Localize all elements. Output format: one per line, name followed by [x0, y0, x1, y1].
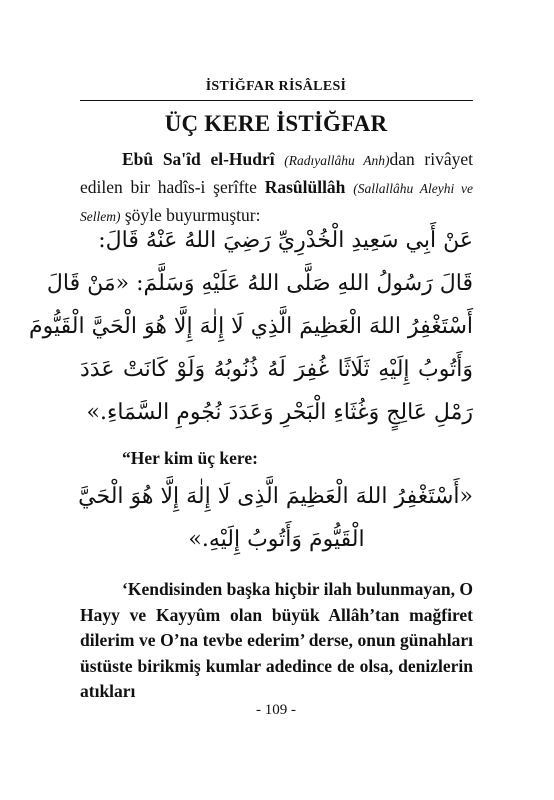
arabic-hadith-line-2: قَالَ رَسُولُ اللهِ صَلَّى اللهُ عَلَيْهِ وَسَلَّمَ: «مَنْ قَالَ	[46, 271, 473, 296]
arabic-istighfar-line-1: «أَسْتَغْفِرُ اللهَ الْعَظِيمَ الَّذِى لَا إِلٰهَ إِلَّا هُوَ الْحَيَّ	[78, 484, 473, 509]
arabic-hadith-line-3: أَسْتَغْفِرُ اللهَ الْعَظِيمَ الَّذِي لَا إِلٰهَ إِلَّا هُوَ الْحَيَّ الْقَيُّومَ	[29, 314, 473, 339]
translation-paragraph	[80, 577, 473, 705]
section-title: ÜÇ KERE İSTİĞFAR	[164, 111, 388, 136]
page-number: - 109 -	[256, 702, 296, 718]
intro-text-1: dan rivâyet edilen bir hadîs-i şerîfte	[80, 149, 474, 197]
arabic-hadith-line-1: عَنْ أَبِي سَعِيدِ الْخُدْرِيِّ رَضِيَ اللهُ عَنْهُ قَالَ:	[98, 228, 473, 253]
intro-paragraph	[80, 146, 473, 230]
prophet-name: Rasûlüllâh	[264, 177, 346, 197]
translation-text: ‘Kendisinden başka hiçbir ilah bulunmayan, O Hayy ve Kayyûm olan büyük Allâh’tan mağfiret dilerim ve O’na tevbe ederim’ derse, onun günahları üstüste birikmiş kumlar adedince de olsa, denizlerin atıkları	[80, 579, 473, 701]
arabic-hadith-line-4: وَأَتُوبُ إِلَيْهِ ثَلَاثًا غُفِرَ لَهُ ذُنُوبُهُ وَلَوْ كَانَتْ عَدَدَ	[80, 357, 473, 382]
subheading: “Her kim üç kere:	[122, 448, 258, 468]
intro-text-2: şöyle buyurmuştur:	[124, 205, 261, 225]
prophet-honorific: (Sallallâhu Aleyhi ve Sellem)	[80, 181, 473, 224]
header-divider	[80, 100, 473, 101]
narrator-name: Ebû Sa'îd el-Hudrî	[122, 149, 275, 169]
arabic-istighfar-line-2: الْقَيُّومَ وَأَتُوبُ إِلَيْهِ.»	[188, 527, 365, 552]
running-header: İSTİĞFAR RİSÂLESİ	[205, 79, 347, 94]
narrator-honorific: (Radıyallâhu Anh)	[284, 153, 390, 168]
arabic-hadith-line-5: رَمْلِ عَالِجٍ وَغُثَاءِ الْبَحْرِ وَعَدَدَ نُجُومِ السَّمَاءِ.»	[86, 400, 473, 425]
